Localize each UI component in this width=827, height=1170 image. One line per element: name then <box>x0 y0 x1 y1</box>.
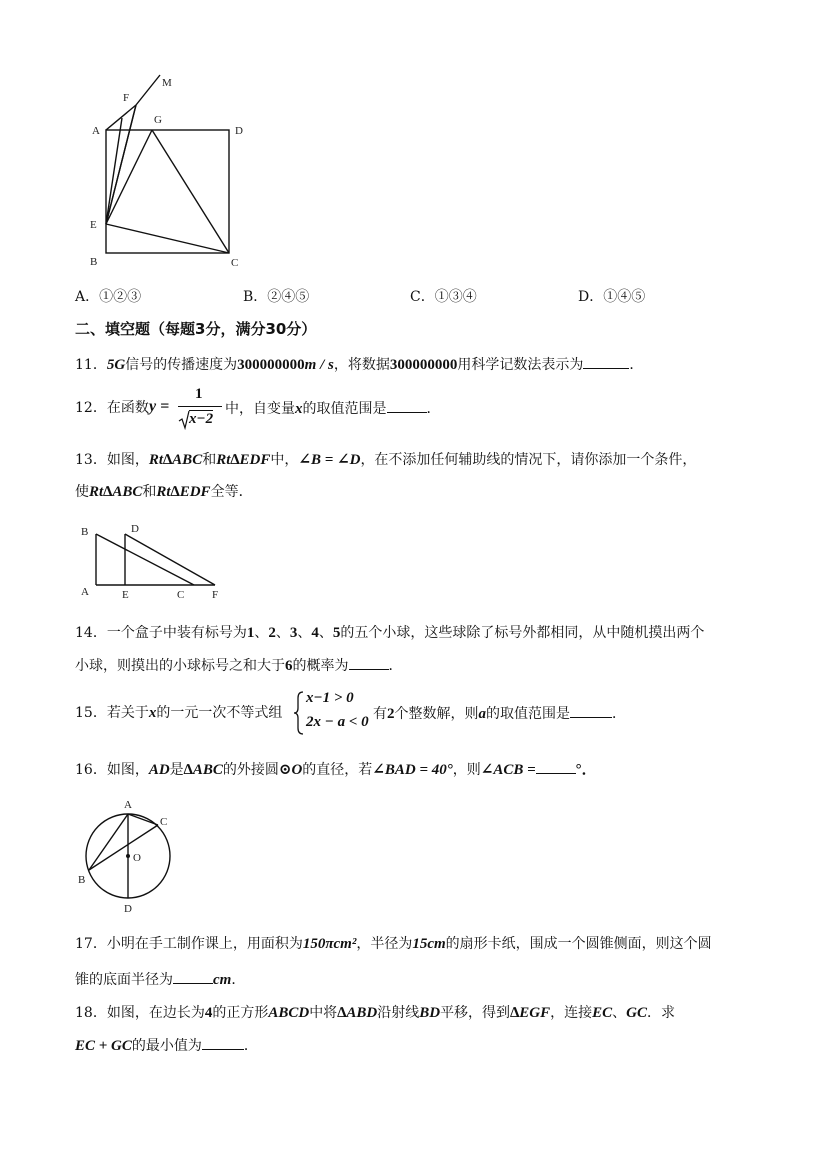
answer-blank <box>570 703 612 718</box>
label-b: B <box>78 874 86 886</box>
choice-a: A．①②③ <box>75 289 142 305</box>
question-17-line1: 17．小明在手工制作课上，用面积为150πcm²，半径为15cm的扇形卡纸，围成一个圆锥侧面，则这个圆 <box>75 936 712 952</box>
label-c: C <box>160 816 168 828</box>
question-18-line1: 18．如图，在边长为4的正方形ABCD中将∆ABD沿射线BD平移，得到∆EGF，连接EC、GC．求 <box>75 1005 675 1021</box>
label-a: A <box>124 799 132 811</box>
question-17-line2: 锥的底面半径为 cm． <box>75 969 245 990</box>
question-15-pre: 15．若关于x的一元一次不等式组 <box>75 705 283 721</box>
q12-denominator: x−2 <box>189 411 214 427</box>
q10-figure <box>80 70 270 275</box>
choice-d: D．①④⑤ <box>578 289 646 305</box>
answer-blank <box>173 969 213 984</box>
q12-numerator: 1 <box>195 386 203 402</box>
label-c: C <box>231 257 239 269</box>
system-brace <box>293 690 305 736</box>
label-m: M <box>162 77 172 89</box>
question-13-line2: 使Rt∆ABC和Rt∆EDF全等． <box>75 484 253 500</box>
question-18-line2: EC + GC的最小值为 ． <box>75 1035 258 1056</box>
answer-blank <box>536 759 576 774</box>
label-b: B <box>81 526 89 538</box>
q16-figure <box>74 795 184 915</box>
label-e: E <box>90 219 97 231</box>
label-f: F <box>212 589 219 600</box>
question-12: 12．在函数 <box>75 400 149 416</box>
label-b: B <box>90 256 98 268</box>
inequality-2: 2x − a < 0 <box>306 714 369 730</box>
question-16: 16．如图，AD是∆ABC的外接圆⊙O的直径，若∠BAD = 40°，则∠ACB = °． <box>75 759 597 780</box>
center-dot <box>126 854 130 858</box>
label-c: C <box>177 589 185 600</box>
answer-blank <box>583 354 629 369</box>
label-d: D <box>235 125 243 137</box>
label-e: E <box>122 589 129 600</box>
q13-figure <box>76 518 226 600</box>
question-14-line2: 小球，则摸出的小球标号之和大于6的概率为 ． <box>75 655 403 676</box>
question-11: 11．5G信号的传播速度为300000000m / s，将数据300000000用科学记数法表示为 ． <box>75 354 643 375</box>
label-a: A <box>92 125 100 137</box>
question-15-rest: 有2个整数解，则a的取值范围是 ． <box>373 703 626 724</box>
inequality-1: x−1 > 0 <box>306 690 354 706</box>
section-heading: 二、填空题（每题3分，满分30分） <box>75 320 317 338</box>
answer-blank <box>349 655 389 670</box>
choice-b: B．②④⑤ <box>243 289 310 305</box>
q12-rest: 中，自变量x的取值范围是 ． <box>225 398 441 419</box>
question-13-line1: 13．如图，Rt∆ABC和Rt∆EDF中，∠B = ∠D，在不添加任何辅助线的情况下，请你添加一个条件， <box>75 452 697 468</box>
label-d: D <box>124 903 132 915</box>
label-d: D <box>131 523 139 535</box>
answer-blank <box>202 1035 244 1050</box>
label-o: O <box>133 852 141 864</box>
label-g: G <box>154 114 162 126</box>
fraction-bar <box>178 406 222 407</box>
q12-eq: y = <box>149 398 170 415</box>
label-a: A <box>81 586 89 598</box>
choice-c: C．①③④ <box>410 289 477 305</box>
answer-blank <box>387 398 427 413</box>
question-14-line1: 14．一个盒子中装有标号为1、2、3、4、5的五个小球，这些球除了标号外都相同，从中随机摸出两个 <box>75 625 705 641</box>
label-f: F <box>123 92 130 104</box>
